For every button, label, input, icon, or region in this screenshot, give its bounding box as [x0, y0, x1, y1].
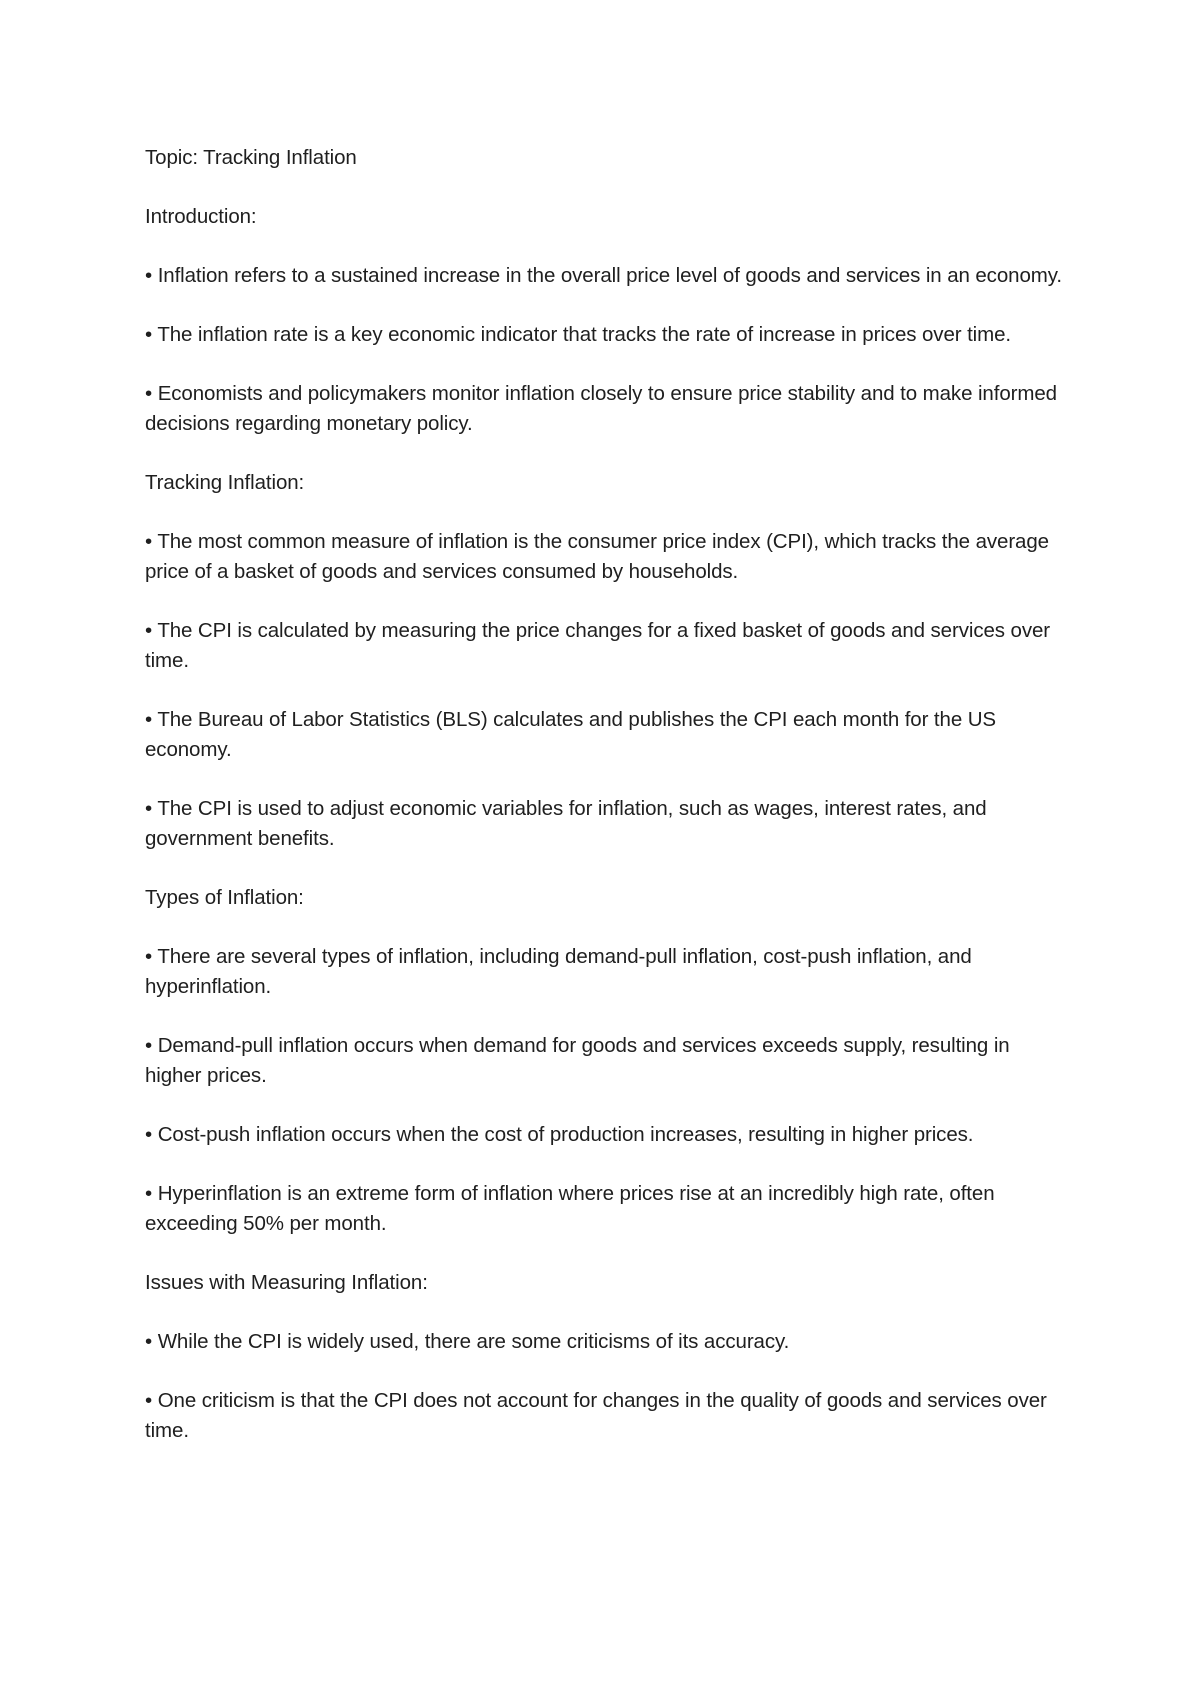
bullet-icon: • — [145, 1182, 153, 1205]
bullet-text: While the CPI is widely used, there are some criticisms of its accuracy. — [157, 1330, 790, 1353]
bullet-icon: • — [145, 264, 153, 287]
bullet-icon: • — [145, 619, 153, 642]
bullet-item — [145, 794, 1070, 854]
bullet-item — [145, 1120, 1070, 1150]
bullet-icon: • — [145, 1330, 153, 1353]
bullet-item — [145, 1386, 1070, 1446]
bullet-text: Economists and policymakers monitor inflation closely to ensure price stability and to make informed decisions regarding monetary policy. — [145, 382, 1057, 435]
document-page — [145, 143, 1070, 1475]
bullet-item — [145, 379, 1070, 439]
bullet-item — [145, 1327, 1070, 1357]
bullet-icon: • — [145, 382, 153, 405]
bullet-text: One criticism is that the CPI does not account for changes in the quality of goods and services over time. — [145, 1389, 1047, 1442]
bullet-text: The inflation rate is a key economic indicator that tracks the rate of increase in prices over time. — [157, 323, 1011, 346]
section-heading-introduction: Introduction: — [145, 205, 257, 228]
bullet-text: The Bureau of Labor Statistics (BLS) calculates and publishes the CPI each month for the US economy. — [145, 708, 997, 761]
bullet-item — [145, 942, 1070, 1002]
bullet-text: Demand-pull inflation occurs when demand for goods and services exceeds supply, resulting in higher prices. — [145, 1034, 1010, 1087]
bullet-icon: • — [145, 945, 153, 968]
bullet-text: There are several types of inflation, including demand-pull inflation, cost-push inflation, and hyperinflation. — [145, 945, 972, 998]
document-topic: Topic: Tracking Inflation — [145, 146, 357, 169]
bullet-item — [145, 1031, 1070, 1091]
bullet-text: Cost-push inflation occurs when the cost of production increases, resulting in higher prices. — [157, 1123, 974, 1146]
bullet-text: Hyperinflation is an extreme form of inflation where prices rise at an incredibly high rate, often exceeding 50% per month. — [145, 1182, 995, 1235]
bullet-item — [145, 705, 1070, 765]
bullet-icon: • — [145, 797, 153, 820]
bullet-text: Inflation refers to a sustained increase in the overall price level of goods and services in an economy. — [157, 264, 1062, 287]
bullet-text: The most common measure of inflation is the consumer price index (CPI), which tracks the average price of a basket of goods and services consumed by households. — [145, 530, 1049, 583]
bullet-icon: • — [145, 323, 153, 346]
bullet-icon: • — [145, 708, 153, 731]
bullet-icon: • — [145, 1123, 153, 1146]
bullet-text: The CPI is used to adjust economic variables for inflation, such as wages, interest rates, and government benefits. — [145, 797, 987, 850]
section-heading-types-of-inflation: Types of Inflation: — [145, 886, 304, 909]
bullet-icon: • — [145, 1389, 153, 1412]
bullet-item — [145, 527, 1070, 587]
bullet-item — [145, 616, 1070, 676]
bullet-icon: • — [145, 1034, 153, 1057]
bullet-item — [145, 320, 1070, 350]
section-heading-issues-with-measuring-inflation: Issues with Measuring Inflation: — [145, 1271, 428, 1294]
section-heading-tracking-inflation: Tracking Inflation: — [145, 471, 305, 494]
bullet-item — [145, 261, 1070, 291]
bullet-icon: • — [145, 530, 153, 553]
bullet-text: The CPI is calculated by measuring the price changes for a fixed basket of goods and services over time. — [145, 619, 1050, 672]
bullet-item — [145, 1179, 1070, 1239]
